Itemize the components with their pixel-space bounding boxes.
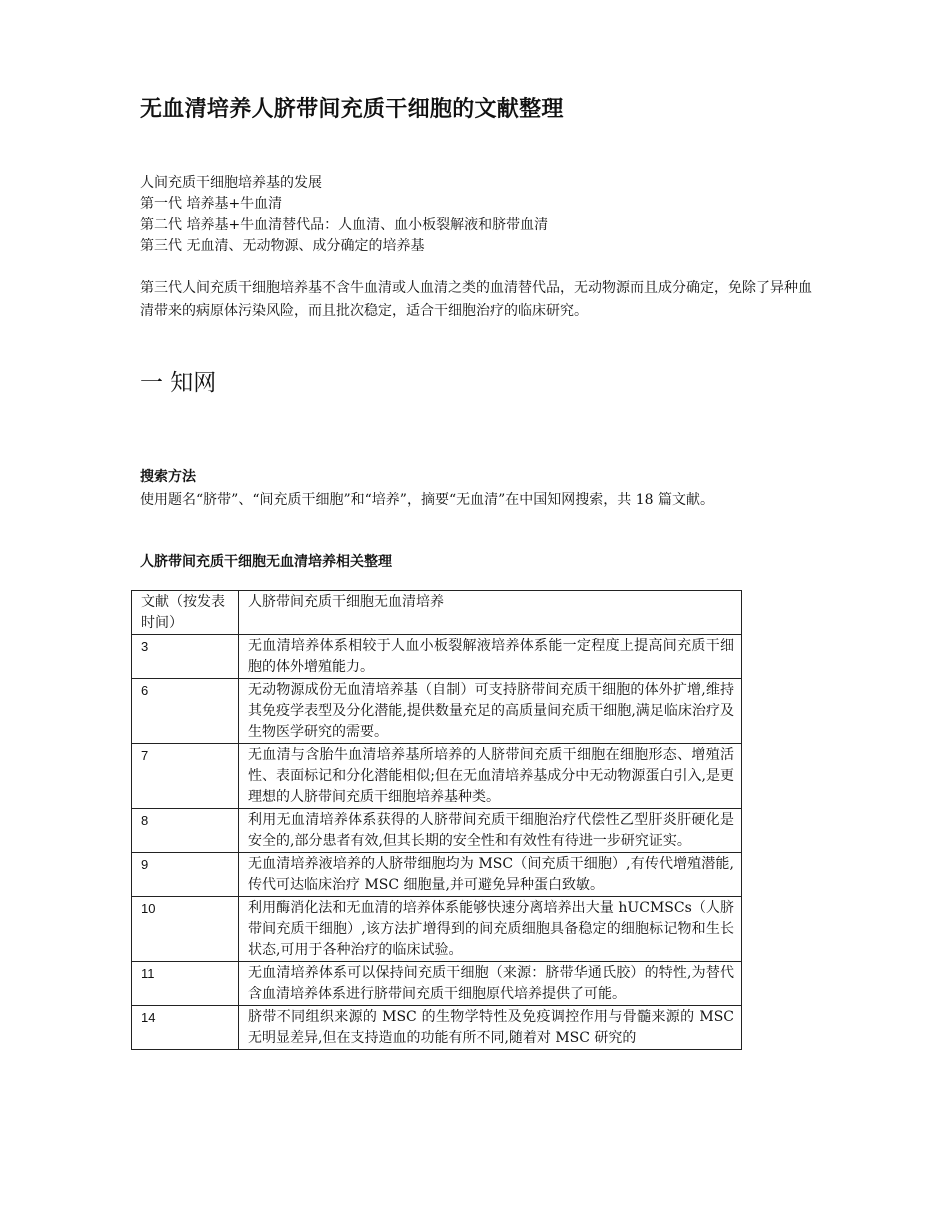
search-method-text: 使用题名“脐带”、“间充质干细胞”和“培养”，摘要“无血清”在中国知网搜索，共 18 篇文献。 <box>140 492 714 508</box>
table-row <box>132 635 742 679</box>
table-row <box>132 744 742 809</box>
table-row <box>132 679 742 744</box>
literature-table <box>131 590 742 1050</box>
table-cell-ref: 14 <box>132 1006 239 1050</box>
search-method-heading: 搜索方法 <box>140 469 196 485</box>
table-cell-text: 脐带不同组织来源的 MSC 的生物学特性及免疫调控作用与骨髓来源的 MSC 无明显差异,但在支持造血的功能有所不同,随着对 MSC 研究的 <box>239 1006 742 1050</box>
table-cell-ref: 7 <box>132 744 239 809</box>
table-cell-text: 利用无血清培养体系获得的人脐带间充质干细胞治疗代偿性乙型肝炎肝硬化是安全的,部分患者有效,但其长期的安全性和有效性有待进一步研究证实。 <box>239 809 742 853</box>
table-row <box>132 962 742 1006</box>
table-row <box>132 809 742 853</box>
table-cell-text: 无血清培养体系可以保持间充质干细胞（来源：脐带华通氏胶）的特性,为替代含血清培养体系进行脐带间充质干细胞原代培养提供了可能。 <box>239 962 742 1006</box>
table-header-content: 人脐带间充质干细胞无血清培养 <box>239 591 742 635</box>
table-title: 人脐带间充质干细胞无血清培养相关整理 <box>140 554 392 570</box>
table-cell-ref: 8 <box>132 809 239 853</box>
table-cell-ref: 10 <box>132 897 239 962</box>
table-row <box>132 853 742 897</box>
intro-line: 第二代 培养基+牛血清替代品：人血清、血小板裂解液和脐带血清 <box>140 217 549 233</box>
table-row <box>132 897 742 962</box>
table-cell-text: 无动物源成份无血清培养基（自制）可支持脐带间充质干细胞的体外扩增,维持其免疫学表型及分化潜能,提供数量充足的高质量间充质干细胞,满足临床治疗及生物医学研究的需要。 <box>239 679 742 744</box>
table-header-ref: 文献（按发表时间） <box>132 591 239 635</box>
table-cell-ref: 3 <box>132 635 239 679</box>
table-row <box>132 1006 742 1050</box>
table-cell-text: 无血清与含胎牛血清培养基所培养的人脐带间充质干细胞在细胞形态、增殖活性、表面标记和分化潜能相似;但在无血清培养基成分中无动物源蛋白引入,是更理想的人脐带间充质干细胞培养基种类。 <box>239 744 742 809</box>
intro-lines <box>140 173 548 257</box>
table-cell-ref: 9 <box>132 853 239 897</box>
table-cell-text: 无血清培养液培养的人脐带细胞均为 MSC（间充质干细胞）,有传代增殖潜能,传代可达临床治疗 MSC 细胞量,并可避免异种蛋白致敏。 <box>239 853 742 897</box>
table-cell-text: 利用酶消化法和无血清的培养体系能够快速分离培养出大量 hUCMSCs（人脐带间充质干细胞）,该方法扩增得到的间充质细胞具备稳定的细胞标记物和生长状态,可用于各种治疗的临床试验。 <box>239 897 742 962</box>
table-cell-ref: 6 <box>132 679 239 744</box>
intro-line: 第三代 无血清、无动物源、成分确定的培养基 <box>140 238 425 254</box>
table-header-row <box>132 591 742 635</box>
table-cell-text: 无血清培养体系相较于人血小板裂解液培养体系能一定程度上提高间充质干细胞的体外增殖能力。 <box>239 635 742 679</box>
intro-paragraph: 第三代人间充质干细胞培养基不含牛血清或人血清之类的血清替代品，无动物源而且成分确定，免除了异种血清带来的病原体污染风险，而且批次稳定，适合干细胞治疗的临床研究。 <box>140 280 812 319</box>
table-cell-ref: 11 <box>132 962 239 1006</box>
section-heading: 一 知网 <box>140 370 217 396</box>
intro-line: 第一代 培养基+牛血清 <box>140 196 283 212</box>
document-title: 无血清培养人脐带间充质干细胞的文献整理 <box>140 97 564 122</box>
intro-line: 人间充质干细胞培养基的发展 <box>140 175 322 191</box>
